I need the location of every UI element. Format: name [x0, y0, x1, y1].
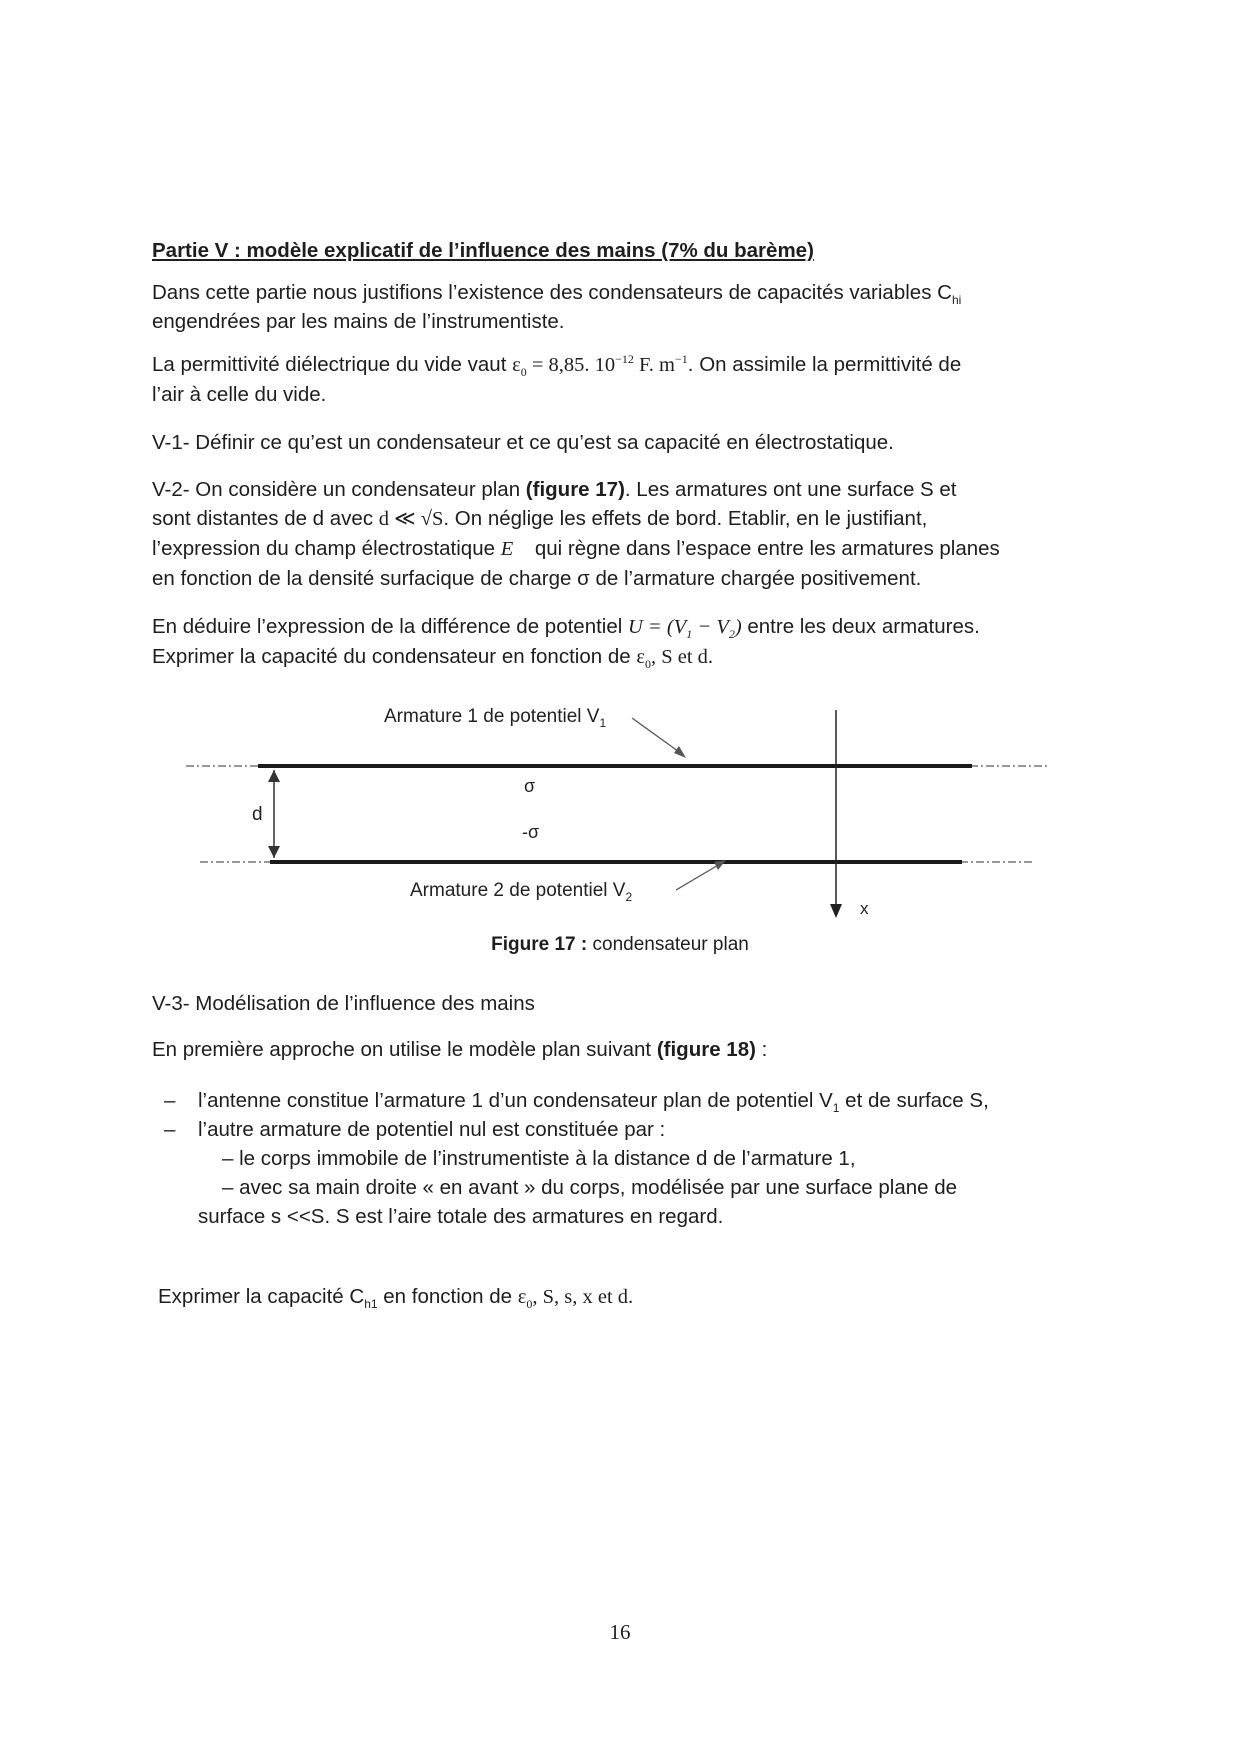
q2b-epsilon-sub: 0: [644, 657, 651, 672]
q3-intro-b: :: [755, 1038, 768, 1061]
armature-1-pointer: [632, 718, 682, 754]
question-v2-continued: [152, 612, 1092, 672]
q2b-line1a: En déduire l’expression de la différence de potentiel: [152, 615, 628, 638]
d-arrowhead-top: [268, 770, 280, 782]
sigma-negative-label: -σ: [522, 822, 540, 842]
q2b-line2b: , S et d.: [650, 646, 714, 668]
bullet1-text-a: l’antenne constitue l’armature 1 d’un condensateur plan de potentiel V: [198, 1089, 833, 1112]
field-symbol: E⃗: [500, 538, 530, 560]
intro-paragraph: [152, 278, 1092, 336]
q2-line1a: V-2- On considère un condensateur plan: [152, 478, 526, 501]
q3-figure-ref: (figure 18): [656, 1038, 756, 1061]
question-v3-intro: [152, 1035, 1092, 1064]
u-sub2: 2: [728, 627, 735, 642]
bullet2-text: l’autre armature de potentiel nul est constituée par :: [198, 1118, 666, 1141]
subitem-hand-continued: surface s <<S. S est l’aire totale des armatures en regard.: [198, 1205, 724, 1228]
intro-text-a: Dans cette partie nous justifions l’existence des condensateurs de capacités variables C: [152, 281, 952, 304]
final-question: [158, 1282, 1098, 1312]
subitem-hand: – avec sa main droite « en avant » du corps, modélisée par une surface plane de: [222, 1176, 958, 1199]
perm-text-a: La permittivité diélectrique du vide vaut: [152, 353, 513, 376]
q2-line1b: . Les armatures ont une surface S et: [624, 478, 957, 501]
perm-unit-exp: −1: [675, 352, 688, 367]
sigma-positive-label: σ: [524, 776, 536, 796]
q2-line2a: sont distantes de d avec: [152, 507, 379, 530]
epsilon-symbol: ε: [512, 354, 521, 376]
figure-17-caption: [0, 934, 1240, 956]
q2-figure-ref: (figure 17): [525, 478, 625, 501]
list-item: [152, 1086, 1102, 1115]
perm-unit: F. m: [633, 354, 676, 376]
question-v3-title: V-3- Modélisation de l’influence des mains: [152, 992, 535, 1015]
q2-condition: d ≪ √S: [378, 508, 444, 530]
intro-text-b: engendrées par les mains de l’instrumentiste.: [152, 310, 565, 333]
final-epsilon: ε: [517, 1286, 527, 1308]
bullet1-text-b: et de surface S,: [839, 1089, 989, 1112]
subitem-body: – le corps immobile de l’instrumentiste à la distance d de l’armature 1,: [222, 1147, 856, 1170]
q2-line3b: qui règne dans l’espace entre les armatures planes: [529, 537, 1000, 560]
caption-bold: Figure 17 :: [491, 934, 588, 955]
q2b-line1b: entre les deux armatures.: [741, 615, 980, 638]
armature-1-pointer-head: [674, 746, 686, 758]
perm-value: = 8,85. 10: [526, 354, 616, 376]
perm-text-b: . On assimile la permittivité de: [687, 353, 962, 376]
perm-exp: −12: [615, 352, 634, 367]
armature-2-pointer: [676, 864, 720, 890]
x-axis-label: x: [860, 899, 869, 918]
bullet1-sub: 1: [832, 1101, 840, 1116]
permittivity-paragraph: [152, 350, 1092, 409]
q2-line3a: l’expression du champ électrostatique: [152, 537, 501, 560]
u-minus: − V: [692, 616, 729, 638]
section-title: Partie V : modèle explicatif de l’influence des mains (7% du barème): [152, 239, 814, 262]
final-text-b: en fonction de: [377, 1285, 518, 1308]
list-item: [152, 1115, 1102, 1144]
question-v1: V-1- Définir ce qu’est un condensateur et ce qu’est sa capacité en électrostatique.: [152, 431, 894, 454]
question-v2: [152, 475, 1092, 593]
q3-intro-a: En première approche on utilise le modèle plan suivant: [152, 1038, 657, 1061]
model-assumptions-list: [152, 1086, 1102, 1144]
perm-text-c: l’air à celle du vide.: [152, 383, 327, 406]
final-text-c: , S, s, x et d.: [532, 1286, 634, 1308]
epsilon-sub: 0: [520, 365, 527, 380]
final-epsilon-sub: 0: [526, 1297, 533, 1312]
d-label: d: [252, 804, 263, 825]
page-number: 16: [609, 1620, 631, 1644]
q2b-line2a: Exprimer la capacité du condensateur en fonction de: [152, 645, 637, 668]
intro-sub: hi: [951, 293, 962, 308]
u-sub1: 1: [686, 627, 693, 642]
u-close: ): [734, 616, 742, 638]
caption-text: condensateur plan: [587, 934, 749, 955]
final-sub: h1: [364, 1297, 378, 1312]
q2b-epsilon: ε: [636, 646, 645, 668]
q2-line2b: . On néglige les effets de bord. Etablir, en le justifiant,: [443, 507, 928, 530]
armature-1-label: Armature 1 de potentiel $V_1$: [384, 706, 607, 730]
x-axis-arrowhead: [830, 904, 842, 918]
u-expression: U = (V: [628, 616, 687, 638]
q2-line4: en fonction de la densité surfacique de charge σ de l’armature chargée positivement.: [152, 567, 922, 590]
armature-2-label: Armature 2 de potentiel $V_2$: [410, 880, 633, 904]
final-text-a: Exprimer la capacité C: [158, 1285, 365, 1308]
d-arrowhead-bottom: [268, 846, 280, 858]
